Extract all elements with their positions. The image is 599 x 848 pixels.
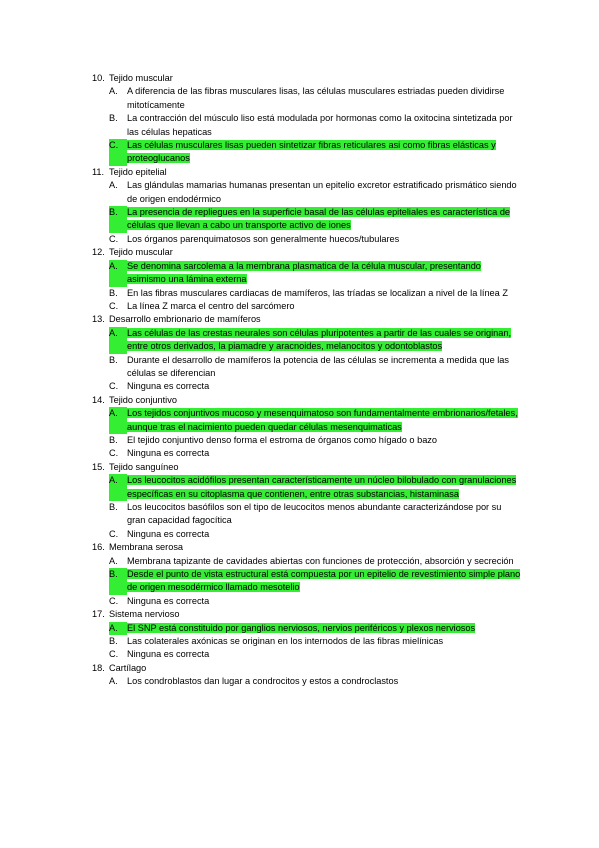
answer-text: La contracción del músculo liso está modulada por hormonas como la oxitocina sintetizada por las células hepaticas [127, 113, 513, 137]
question-item [92, 166, 522, 246]
option [109, 300, 522, 313]
option [109, 434, 522, 447]
question-item [92, 461, 522, 541]
option [109, 287, 522, 300]
answer-text: La línea Z marca el centro del sarcómero [127, 300, 295, 311]
question-item [92, 541, 522, 608]
option-text [127, 300, 522, 313]
option [109, 233, 522, 246]
option-text [127, 354, 522, 381]
option-correct [109, 568, 522, 595]
question-item [92, 608, 522, 662]
question-item [92, 662, 522, 689]
question-number: 16. [92, 542, 105, 553]
option-letter: B. [109, 568, 127, 595]
option-letter: A. [109, 180, 118, 191]
option-text [127, 112, 522, 139]
option-correct [109, 206, 522, 233]
question-title [92, 246, 522, 259]
option [109, 85, 522, 112]
option-text [127, 555, 522, 568]
option-letter: C. [109, 233, 119, 244]
option [109, 675, 522, 688]
option-text [127, 635, 522, 648]
option-text [127, 595, 522, 608]
answer-text: En las fibras musculares cardiacas de mamíferos, las tríadas se localizan a nivel de la línea Z [127, 287, 508, 298]
option [109, 179, 522, 206]
answer-text: Los leucocitos basófilos son el tipo de leucocitos menos abundante caracterizándose por su gran capacidad fagocítica [127, 502, 502, 526]
option-letter: C. [109, 300, 119, 311]
option-letter: C. [109, 448, 119, 459]
highlighted-answer: Los leucocitos acidófilos presentan característicamente un núcleo bilobulado con granulaciones específicas en su citoplasma que contienen, entre otras substancias, histaminasa [127, 475, 517, 499]
option-correct [109, 407, 522, 434]
option-text [127, 568, 522, 595]
option-text [127, 206, 522, 233]
answer-text: Membrana tapizante de cavidades abiertas con funciones de protección, absorción y secreción [127, 555, 514, 566]
option-letter: B. [109, 206, 127, 233]
question-title [92, 608, 522, 621]
question-topic: Tejido muscular [109, 247, 173, 258]
option [109, 447, 522, 460]
question-title [92, 461, 522, 474]
question-title [92, 394, 522, 407]
highlighted-answer: La presencia de repliegues en la superficie basal de las células epiteliales es característica de células que llevan a cabo un transporte activo de iones [127, 207, 511, 231]
answer-text: Las glándulas mamarias humanas presentan un epitelio excretor estratificado prismático siendo de origen endodérmico [127, 180, 517, 204]
highlighted-answer: Se denomina sarcolema a la membrana plasmatica de la célula muscular, presentando asimismo una lámina externa [127, 260, 481, 285]
option [109, 595, 522, 608]
option-text [127, 528, 522, 541]
option-text [127, 474, 522, 501]
option-letter: B. [109, 354, 118, 365]
answer-text: Ninguna es correcta [127, 649, 210, 660]
highlighted-answer: Los tejidos conjuntivos mucoso y mesenquimatoso son fundamentalmente embrionarios/fetales, aunque tras el nacimiento pueden quedar células mesenquimaticas [127, 408, 518, 432]
option-letter: A. [109, 676, 118, 687]
option-letter: A. [109, 622, 127, 635]
question-number: 13. [92, 314, 105, 325]
option-letter: B. [109, 636, 118, 647]
question-topic: Sistema nervioso [109, 609, 180, 620]
option-text [127, 85, 522, 112]
highlighted-answer: Las células de las crestas neurales son células pluripotentes a partir de las cuales se originan, entre otros derivados, la piamadre y aracnoides, melanocitos y odontoblastos [127, 327, 512, 352]
highlighted-answer: Desde el punto de vista estructural está compuesta por un epitelio de revestimiento simple plano de origen mesodérmico llamado mesotelio [127, 569, 521, 593]
option-correct [109, 260, 522, 287]
question-number: 12. [92, 247, 105, 258]
option-text [127, 179, 522, 206]
option-letter: C. [109, 139, 127, 166]
option-text [127, 675, 522, 688]
option-letter: C. [109, 381, 119, 392]
question-number: 17. [92, 609, 105, 620]
highlighted-answer: Las células musculares lisas pueden sintetizar fibras reticulares asi como fibras elásticas y proteoglucanos [127, 140, 496, 164]
answer-text: Ninguna es correcta [127, 381, 210, 392]
option-letter: B. [109, 434, 118, 445]
option-text [127, 380, 522, 393]
option-letter: C. [109, 649, 119, 660]
question-number: 10. [92, 73, 105, 83]
option-letter: C. [109, 595, 119, 606]
question-topic: Tejido muscular [109, 73, 173, 83]
question-item [92, 313, 522, 393]
option-letter: A. [109, 474, 127, 501]
option-letter: A. [109, 86, 118, 97]
question-number: 14. [92, 394, 105, 405]
option-letter: A. [109, 260, 127, 287]
option-letter: B. [109, 287, 118, 298]
option-text [127, 260, 522, 287]
option-text [127, 233, 522, 246]
question-topic: Desarrollo embrionario de mamíferos [109, 314, 261, 325]
answer-text: Ninguna es correcta [127, 595, 210, 606]
option-letter: A. [109, 555, 118, 566]
option [109, 380, 522, 393]
answer-text: A diferencia de las fibras musculares lisas, las células musculares estriadas pueden dividirse mitotícamente [127, 86, 505, 110]
option-text [127, 648, 522, 661]
option-correct [109, 474, 522, 501]
question-item [92, 246, 522, 313]
answer-text: Los órganos parenquimatosos son generalmente huecos/tubulares [127, 233, 400, 244]
question-list [92, 72, 522, 689]
option-correct [109, 622, 522, 635]
question-number: 11. [92, 166, 105, 177]
option-correct [109, 139, 522, 166]
option-text [127, 447, 522, 460]
question-title [92, 166, 522, 179]
question-topic: Tejido sanguíneo [109, 461, 179, 472]
answer-text: Durante el desarrollo de mamíferos la potencia de las células se incrementa a medida que las células se diferencian [127, 354, 509, 378]
option [109, 112, 522, 139]
answer-text: Ninguna es correcta [127, 528, 210, 539]
option-text [127, 139, 522, 166]
option-letter: B. [109, 502, 118, 512]
question-title [92, 541, 522, 554]
option [109, 501, 522, 528]
question-topic: Cartílago [109, 662, 147, 673]
answer-text: El tejido conjuntivo denso forma el estroma de órganos como hígado o bazo [127, 434, 438, 445]
question-topic: Tejido conjuntivo [109, 394, 177, 405]
option-text [127, 407, 522, 434]
question-title [92, 72, 522, 85]
question-topic: Tejido epitelial [109, 166, 167, 177]
question-topic: Membrana serosa [109, 542, 184, 553]
option-text [127, 327, 522, 354]
option-letter: C. [109, 528, 119, 539]
highlighted-answer: El SNP está constituido por ganglios nerviosos, nervios periféricos y plexos nerviosos [127, 622, 476, 633]
option-text [127, 287, 522, 300]
question-title [92, 313, 522, 326]
option-text [127, 622, 522, 635]
question-number: 15. [92, 461, 105, 472]
question-number: 18. [92, 662, 105, 673]
option-text [127, 434, 522, 447]
option [109, 648, 522, 661]
option [109, 354, 522, 381]
option-correct [109, 327, 522, 354]
option-text [127, 501, 522, 528]
option [109, 528, 522, 541]
option-letter: A. [109, 407, 127, 434]
option-letter: B. [109, 113, 118, 124]
answer-text: Los condroblastos dan lugar a condrocitos y estos a condroclastos [127, 676, 399, 687]
option-letter: A. [109, 327, 127, 354]
answer-text: Las colaterales axónicas se originan en los internodos de las fibras mielínicas [127, 636, 444, 647]
question-item [92, 394, 522, 461]
option [109, 555, 522, 568]
question-item [92, 72, 522, 166]
option [109, 635, 522, 648]
answer-text: Ninguna es correcta [127, 448, 210, 459]
question-title [92, 662, 522, 675]
